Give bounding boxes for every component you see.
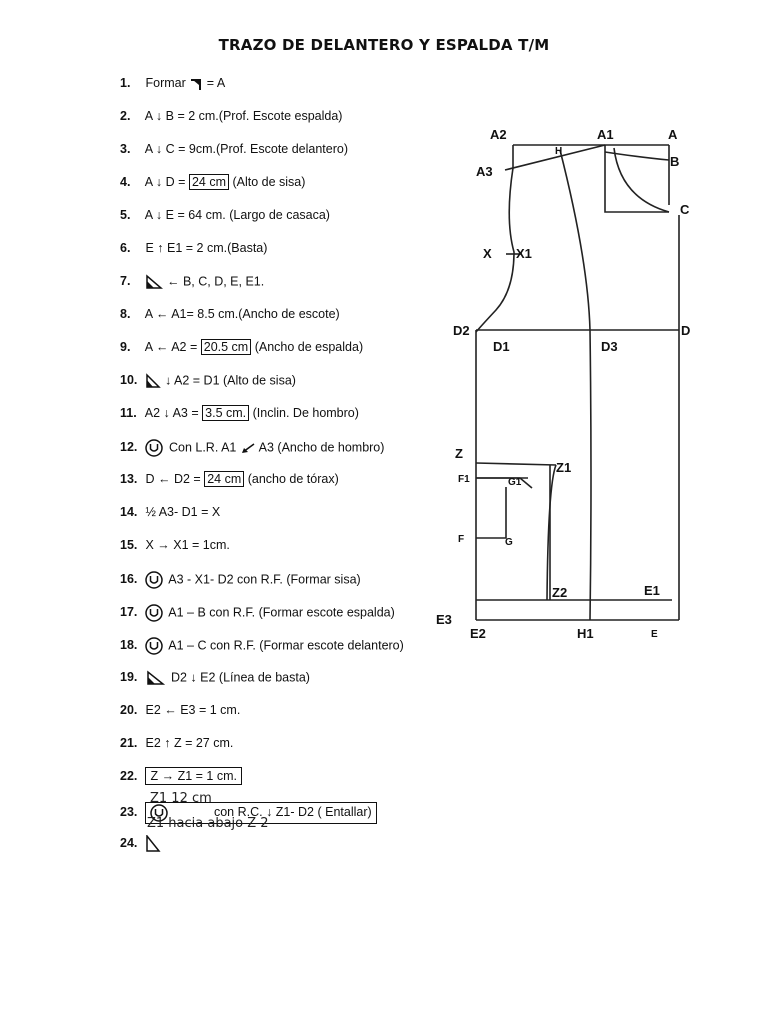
step-19 <box>120 670 310 694</box>
step-22 <box>120 769 242 793</box>
step-5 <box>120 208 330 232</box>
step-text: (Ancho de espalda) <box>254 340 364 354</box>
step-text: A ↓ C = 9cm.(Prof. Escote delantero) <box>144 142 349 156</box>
square-ruler-icon <box>145 373 161 389</box>
diagonal-arrow-icon <box>240 442 256 454</box>
step-9 <box>120 340 363 364</box>
step-18 <box>120 637 404 661</box>
label-h1: H1 <box>577 626 594 641</box>
step-21 <box>120 736 233 760</box>
boxed-value: Z → Z1 = 1 cm. <box>145 767 241 785</box>
u-ruler-icon <box>145 439 165 457</box>
step-16 <box>120 571 361 595</box>
label-d3: D3 <box>601 339 618 354</box>
step-text: (ancho de tórax) <box>247 472 339 486</box>
label-c: C <box>680 202 690 217</box>
step-number: 16. <box>120 572 138 587</box>
label-e3: E3 <box>436 612 452 627</box>
step-13 <box>120 472 339 496</box>
right-line <box>669 145 679 620</box>
waist-line <box>476 463 556 465</box>
boxed-value: 24 cm <box>204 471 244 487</box>
step-10 <box>120 373 296 397</box>
step-text: A ← A2 = <box>144 340 198 354</box>
step-2 <box>120 109 342 133</box>
step-number: 4. <box>120 175 131 189</box>
armhole-curve <box>476 145 514 332</box>
step-number: 6. <box>120 241 131 255</box>
step-text: A1 – B con R.F. (Formar escote espalda) <box>168 605 395 620</box>
step-text: A2 ↓ A3 = <box>144 406 199 420</box>
label-a2: A2 <box>490 127 507 142</box>
step-number: 1. <box>120 76 131 90</box>
u-ruler-icon <box>145 637 165 655</box>
step-15 <box>120 538 230 562</box>
step-24 <box>120 835 163 859</box>
square-ruler-icon <box>145 274 163 290</box>
pocket-outline <box>476 478 532 538</box>
step-text: D2 ↓ E2 (Línea de basta) <box>170 670 310 685</box>
step-number: 5. <box>120 208 131 222</box>
step-14 <box>120 505 220 529</box>
label-a3: A3 <box>476 164 493 179</box>
step-text: A3 - X1- D2 con R.F. (Formar sisa) <box>168 572 361 587</box>
step-text: ← B, C, D, E, E1. <box>166 274 265 289</box>
step-text: E ↑ E1 = 2 cm.(Basta) <box>145 241 268 255</box>
step-7 <box>120 274 264 298</box>
step-11 <box>120 406 359 430</box>
step-text: ½ A3- D1 = X <box>145 505 221 519</box>
label-x1: X1 <box>516 246 532 261</box>
step-20 <box>120 703 240 727</box>
label-a1: A1 <box>597 127 614 142</box>
label-e: E <box>651 629 658 640</box>
step-number: 10. <box>120 373 138 388</box>
step-text: A3 (Ancho de hombro) <box>258 440 385 455</box>
label-z: Z <box>455 446 463 461</box>
label-x: X <box>483 246 492 261</box>
step-text: con R.C. ↓ Z1- D2 ( Entallar) <box>213 805 372 820</box>
step-text: Con L.R. A1 <box>168 440 237 455</box>
label-z1: Z1 <box>556 460 572 475</box>
step-number: 19. <box>120 670 138 685</box>
neck-curve-front <box>614 148 669 212</box>
u-ruler-icon <box>145 604 165 622</box>
step-number: 24. <box>120 836 138 851</box>
neck-curve-back <box>605 152 669 160</box>
handwritten-note: Z1 12 cm <box>150 791 212 806</box>
step-number: 3. <box>120 142 131 156</box>
step-number: 15. <box>120 538 138 552</box>
step-text: ↓ A2 = D1 (Alto de sisa) <box>164 373 296 388</box>
neck-box <box>605 145 669 212</box>
step-text: A1 – C con R.F. (Formar escote delantero) <box>168 638 404 653</box>
label-b: B <box>670 154 680 169</box>
step-number: 20. <box>120 703 138 717</box>
step-number: 9. <box>120 340 131 354</box>
step-number: 7. <box>120 274 131 289</box>
guide-line <box>560 150 591 620</box>
boxed-value: 3.5 cm. <box>202 405 249 421</box>
label-e2: E2 <box>470 626 486 641</box>
label-a: A <box>668 127 678 142</box>
step-text: A ↓ B = 2 cm.(Prof. Escote espalda) <box>144 109 343 123</box>
label-f: F <box>458 534 465 545</box>
step-text: = A <box>206 76 226 90</box>
boxed-value: 24 cm <box>189 174 229 190</box>
step-6 <box>120 241 267 265</box>
step-number: 12. <box>120 440 138 455</box>
step-8 <box>120 307 340 331</box>
step-number: 14. <box>120 505 138 519</box>
label-d1: D1 <box>493 339 510 354</box>
label-g: G <box>505 537 513 548</box>
step-number: 13. <box>120 472 138 486</box>
label-f1: F1 <box>458 474 470 485</box>
step-text: (Alto de sisa) <box>232 175 306 189</box>
step-number: 17. <box>120 605 138 620</box>
label-d: D <box>681 323 691 338</box>
handwritten-note: Z1 hacia abajo Z 2 <box>147 816 269 831</box>
corner-flag-icon <box>189 77 203 91</box>
step-text: A ↓ E = 64 cm. (Largo de casaca) <box>144 208 330 222</box>
boxed-value: 20.5 cm <box>201 339 251 355</box>
step-text: A ← A1= 8.5 cm.(Ancho de escote) <box>144 307 340 321</box>
step-text: E2 ↑ Z = 27 cm. <box>145 736 234 750</box>
step-number: 18. <box>120 638 138 653</box>
step-text: X → X1 = 1cm. <box>145 538 230 552</box>
u-ruler-icon <box>145 571 165 589</box>
step-text: A ↓ D = <box>144 175 186 189</box>
step-text: Formar <box>145 76 186 90</box>
step-number: 8. <box>120 307 131 321</box>
step-4 <box>120 175 305 199</box>
step-number: 11. <box>120 406 137 420</box>
step-3 <box>120 142 348 166</box>
label-d2: D2 <box>453 323 470 338</box>
step-text: D ← D2 = <box>145 472 201 486</box>
label-z2: Z2 <box>552 585 568 600</box>
page-title: TRAZO DE DELANTERO Y ESPALDA T/M <box>218 36 550 54</box>
step-text: (Inclin. De hombro) <box>252 406 359 420</box>
step-number: 23. <box>120 805 138 820</box>
step-12 <box>120 439 384 463</box>
shoulder-line <box>505 145 605 170</box>
label-h: H <box>555 146 563 157</box>
square-ruler-icon <box>145 670 167 686</box>
square-ruler-icon <box>145 835 163 853</box>
z1-curve <box>547 465 556 600</box>
step-1 <box>120 76 225 100</box>
label-g1: G1 <box>508 477 522 488</box>
step-17 <box>120 604 395 628</box>
label-e1: E1 <box>644 583 660 598</box>
step-text: E2 ← E3 = 1 cm. <box>145 703 241 717</box>
step-number: 21. <box>120 736 138 750</box>
step-number: 22. <box>120 769 138 783</box>
step-number: 2. <box>120 109 131 123</box>
